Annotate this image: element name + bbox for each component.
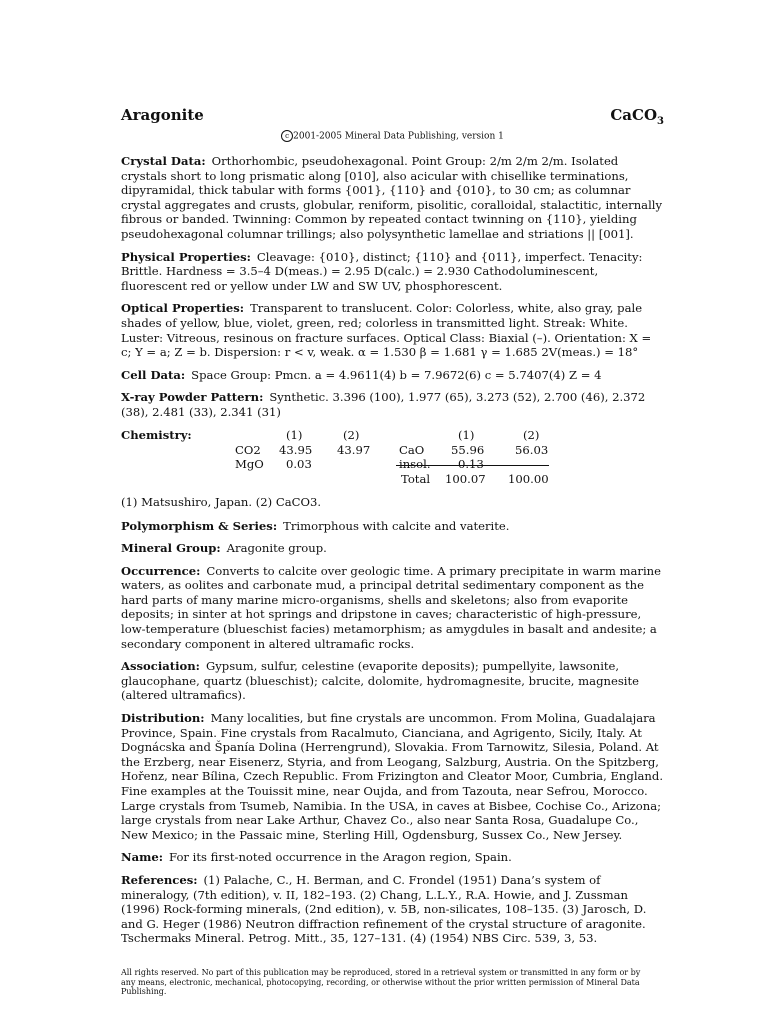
xray-section (121, 390, 664, 419)
section-heading: Crystal Data: (121, 154, 206, 168)
column-header: (2) (343, 427, 360, 442)
section-heading: Distribution: (121, 711, 205, 726)
chemistry-table (121, 428, 664, 491)
section-text: For its first-noted occurrence in the Aragon region, Spain. (169, 850, 512, 865)
section-text: Transparent to translucent. Color: Colorless, white, also gray, pale shades of yellow, blue, violet, green, red; colorless in transmitted light. Streak: White. Luster: Vitreous, resinous on fracture surfaces. Optical Class: Biaxial (–). Orientation: X = c; Y = a; Z = b. Dispersion: r < v, weak. α = 1.530 β = 1.681 γ = 1.685 2V(meas.) = 18° (121, 301, 652, 360)
section-text: Synthetic. 3.396 (100), 1.977 (65), 3.273 (52), 2.700 (46), 2.372 (38), 2.481 (33), 2.341 (31) (121, 390, 646, 419)
section-heading: Mineral Group: (121, 541, 221, 556)
section-heading: Polymorphism & Series: (121, 518, 278, 533)
section-text: Converts to calcite over geologic time. A primary precipitate in warm marine waters, as oolites and carbonate mud, a principal detrital sedimentary component as the hard parts of many marine micro-organisms, shells and skeletons; also from evaporite deposits; in sinter at hot springs and dripstone in caves; characteristic of high-pressure, low-temperature (blueschist facies) metamorphism; as amygdules in basalt and andesite; a secondary component in altered ultramafic rocks. (121, 563, 662, 651)
section-heading: Association: (121, 659, 200, 674)
mineral-name: Aragonite (121, 106, 204, 124)
optical-properties-section (121, 301, 664, 359)
section-text: Gypsum, sulfur, celestine (evaporite deposits); pumpellyite, lawsonite, glaucophane, quartz (blueschist); calcite, dolomite, hydromagnesite, brucite, magnesite (altered ultramafics). (121, 659, 640, 703)
column-header: (1) (286, 427, 303, 442)
oxide-label: CaO (399, 442, 425, 457)
physical-properties-section (121, 250, 664, 294)
total-rule (396, 465, 549, 466)
total-value: 100.07 (445, 471, 486, 486)
chemistry-heading: Chemistry: (121, 427, 192, 442)
total-label: Total (401, 471, 431, 486)
mineral-data-sheet (121, 106, 664, 954)
section-text: Orthorhombic, pseudohexagonal. Point Group: 2/m 2/m 2/m. Isolated crystals short to long prismatic along [010], also acicular with chisellike terminations, dipyramidal, thick tabular with forms {001}, {110} and {010}, to 30 cm; as columnar crystal aggregates and crusts, globular, reniform, pisolitic, coralloidal, stalactitic, internally fibrous or banded. Twinning: Common by repeated contact twinning on {110}, yielding pseudohexagonal columnar trillings; also polysynthetic lamellae and striations || [001]. (121, 154, 663, 241)
oxide-label: MgO (235, 456, 264, 471)
oxide-label: insol. (399, 456, 431, 471)
chemistry-notes: (1) Matsushiro, Japan. (2) CaCO3. (121, 494, 322, 509)
section-text: Cleavage: {010}, distinct; {110} and {011}, imperfect. Tenacity: Brittle. Hardness = 3.5–4 D(meas.) = 2.95 D(calc.) = 2.930 Cathodoluminescent, fluorescent red or yellow under LW and SW UV, phosphorescent. (121, 249, 643, 293)
chemical-formula: CaCO$_3$ (610, 106, 664, 127)
section-heading: References: (121, 872, 198, 887)
association-section (121, 659, 664, 703)
distribution-section (121, 711, 664, 842)
section-heading: Cell Data: (121, 367, 186, 382)
value-cell: 0.03 (286, 456, 312, 471)
occurrence-section (121, 564, 664, 652)
section-heading: X-ray Powder Pattern: (121, 390, 264, 405)
section-text: Trimorphous with calcite and vaterite. (283, 518, 510, 533)
references-section (121, 873, 664, 946)
rights-footer: All rights reserved. No part of this publication may be reproduced, stored in a retrieval system or transmitted in any form or by any means, electronic, mechanical, photocopying, recording, or otherwise without the prior written permission of Mineral Data Publishing. (121, 968, 641, 997)
total-value: 100.00 (508, 471, 549, 486)
section-text: (1) Palache, C., H. Berman, and C. Frondel (1951) Dana’s system of mineralogy, (7th edition), v. II, 182–193. (2) Chang, L.L.Y., R.A. Howie, and J. Zussman (1996) Rock-forming minerals, (2nd edition), v. 5B, non-silicates, 108–135. (3) Jarosch, D. and G. Heger (1986) Neutron diffraction refinement of the crystal structure of aragonite. Tschermaks Mineral. Petrog. Mitt., 35, 127–131. (4) (1954) NBS Circ. 539, 3, 53. (121, 872, 647, 946)
mineral-group-section (121, 541, 664, 556)
column-header: (1) (458, 427, 475, 442)
oxide-label: CO2 (235, 442, 261, 457)
copyright-text: 2001-2005 Mineral Data Publishing, version 1 (293, 131, 504, 142)
section-heading: Occurrence: (121, 563, 201, 578)
polymorphism-section (121, 519, 664, 534)
crystal-data-section (121, 154, 664, 242)
section-heading: Name: (121, 850, 164, 865)
value-cell: 55.96 (451, 442, 485, 457)
section-text: Many localities, but fine crystals are uncommon. From Molina, Guadalajara Province, Spain. Fine crystals from Racalmuto, Cianciana, and Agrigento, Sicily, Italy. At Dognácska and Španía Dolina (Herrengrund), Slovakia. From Tarnowitz, Silesia, Poland. At the Erzberg, near Eisenerz, Styria, and from Leogang, Salzburg, Austria. On the Spitzberg, Hořenz, near Bílina, Czech Republic. From Frizington and Cleator Moor, Cumbria, England. Fine examples at the Touissit mine, near Oujda, and from Tazouta, near Sefrou, Morocco. Large crystals from Tsumeb, Namibia. In the USA, in caves at Bisbee, Cochise Co., Arizona; large crystals from near Lake Arthur, Chavez Co., also near Santa Rosa, Guadalupe Co., New Mexico; in the Passaic mine, Sterling Hill, Ogdensburg, Sussex Co., New Jersey. (121, 711, 664, 842)
section-text: Space Group: Pmcn. a = 4.9611(4) b = 7.9672(6) c = 5.7407(4) Z = 4 (191, 367, 602, 382)
name-section (121, 850, 664, 865)
value-cell: 43.95 (279, 442, 313, 457)
section-text: Aragonite group. (226, 541, 327, 556)
value-cell: 0.13 (458, 456, 484, 471)
value-cell: 43.97 (337, 442, 371, 457)
value-cell: 56.03 (515, 442, 549, 457)
copyright-line (121, 130, 664, 142)
section-heading: Physical Properties: (121, 249, 251, 264)
section-heading: Optical Properties: (121, 301, 245, 316)
copyright-icon: c (281, 130, 293, 142)
title-row (121, 106, 664, 127)
column-header: (2) (523, 427, 540, 442)
cell-data-section (121, 368, 664, 383)
